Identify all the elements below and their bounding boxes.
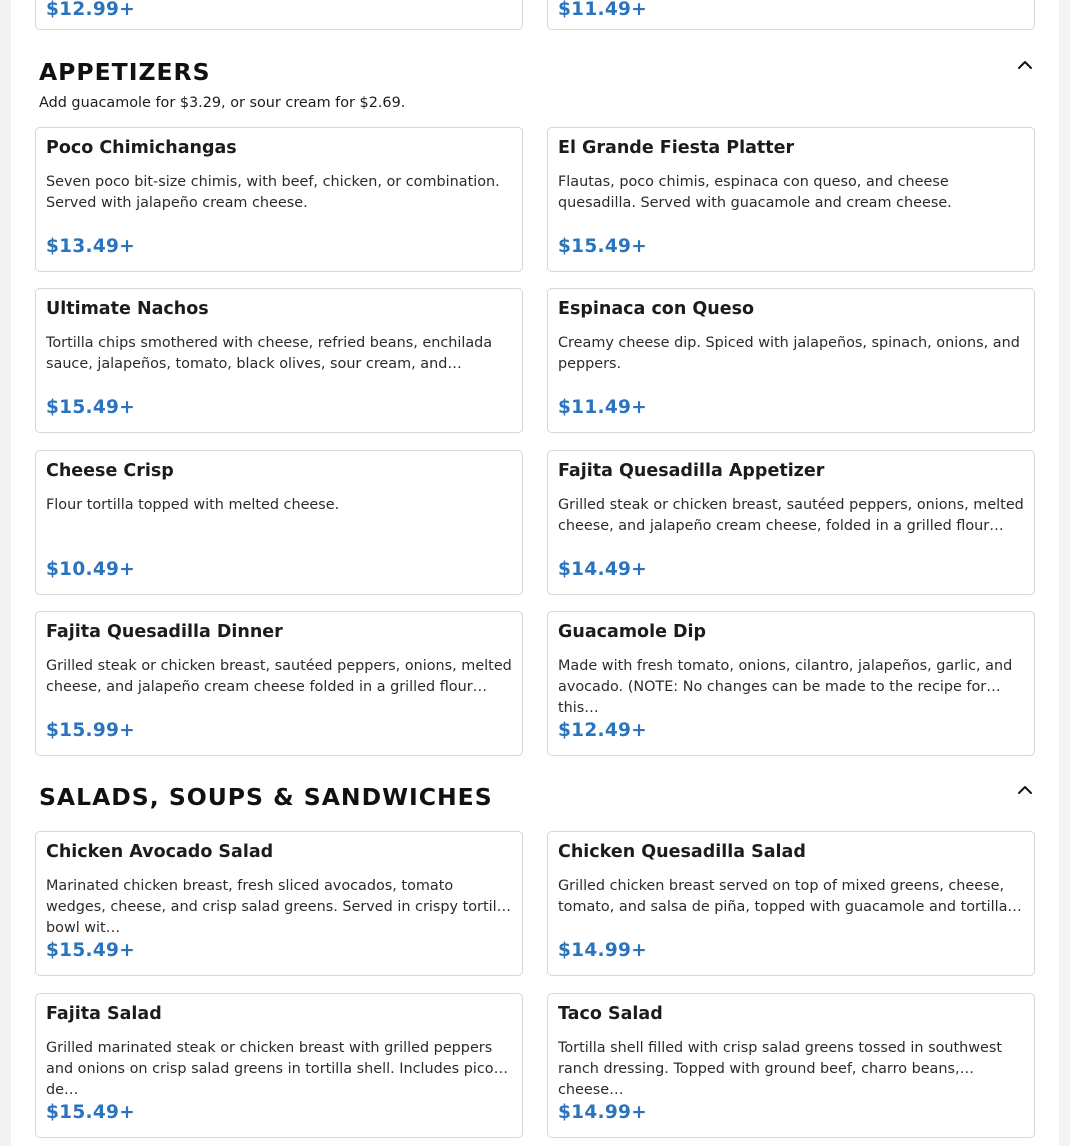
item-description: Flautas, poco chimis, espinaca con queso, and cheese quesadilla. Served with guacamole and cream cheese. — [558, 174, 952, 211]
item-name: Chicken Quesadilla Salad — [558, 842, 806, 862]
menu-item-card[interactable] — [547, 993, 1035, 1138]
item-price: $15.49+ — [558, 236, 647, 257]
item-description: Grilled steak or chicken breast, sautéed peppers, onions, melted cheese, and jalapeño cream cheese, folded in a grilled flour… — [558, 497, 1024, 534]
item-name: Cheese Crisp — [46, 461, 174, 481]
item-price: $11.49+ — [558, 397, 647, 418]
menu-page — [11, 0, 1059, 1146]
item-description: Grilled marinated steak or chicken breast with grilled peppers and onions on crisp salad greens in tortilla shell. Includes pico de… — [46, 1040, 494, 1098]
item-name: Ultimate Nachos — [46, 299, 209, 319]
item-price: $15.49+ — [46, 1102, 135, 1123]
item-description: Seven poco bit-size chimis, with beef, chicken, or combination. Served with jalapeño cream cheese. — [46, 174, 500, 211]
menu-item-card[interactable] — [547, 611, 1035, 756]
item-description: Marinated chicken breast, fresh sliced avocados, tomato wedges, cheese, and crisp salad greens. Served in crispy tortilla bowl wit… — [46, 878, 510, 936]
menu-item-card[interactable] — [547, 0, 1035, 30]
section-title-appetizers: APPETIZERS — [39, 58, 211, 86]
item-description: Tortilla chips smothered with cheese, refried beans, enchilada sauce, jalapeños, tomato, black olives, sour cream, and… — [46, 335, 493, 372]
menu-item-card[interactable] — [35, 450, 523, 595]
chevron-up-icon[interactable] — [1016, 781, 1034, 799]
item-name: Espinaca con Queso — [558, 299, 755, 319]
item-description: Grilled chicken breast served on top of mixed greens, cheese, tomato, and salsa de piña, topped with guacamole and tortilla… — [558, 878, 1022, 915]
menu-item-card[interactable] — [35, 611, 523, 756]
item-price: $13.49+ — [46, 236, 135, 257]
item-price: $10.49+ — [46, 559, 135, 580]
menu-item-card[interactable] — [547, 127, 1035, 272]
item-price: $15.49+ — [46, 397, 135, 418]
item-description: Flour tortilla topped with melted cheese. — [46, 497, 340, 513]
item-name: Poco Chimichangas — [46, 138, 237, 158]
menu-item-card[interactable] — [547, 831, 1035, 976]
menu-item-card[interactable] — [35, 288, 523, 433]
item-price: $14.99+ — [558, 1102, 647, 1123]
item-price: $11.49+ — [558, 0, 647, 20]
menu-item-card[interactable] — [35, 831, 523, 976]
item-price: $12.49+ — [558, 720, 647, 741]
item-name: El Grande Fiesta Platter — [558, 138, 795, 158]
menu-item-card[interactable] — [547, 288, 1035, 433]
item-name: Fajita Salad — [46, 1004, 162, 1024]
item-description: Made with fresh tomato, onions, cilantro, jalapeños, garlic, and avocado. (NOTE: No changes can be made to the recipe for this… — [558, 658, 1013, 716]
item-name: Taco Salad — [558, 1004, 663, 1024]
section-note: Add guacamole for $3.29, or sour cream for $2.69. — [39, 95, 406, 111]
item-name: Chicken Avocado Salad — [46, 842, 274, 862]
item-name: Fajita Quesadilla Appetizer — [558, 461, 825, 481]
item-name: Fajita Quesadilla Dinner — [46, 622, 283, 642]
section-title-salads: SALADS, SOUPS & SANDWICHES — [39, 783, 493, 811]
menu-item-card[interactable] — [35, 993, 523, 1138]
menu-item-card[interactable] — [547, 450, 1035, 595]
chevron-up-icon[interactable] — [1016, 56, 1034, 74]
menu-item-card[interactable] — [35, 127, 523, 272]
item-description: Grilled steak or chicken breast, sautéed peppers, onions, melted cheese, and jalapeño cream cheese folded in a grilled flour… — [46, 658, 512, 695]
item-price: $14.49+ — [558, 559, 647, 580]
item-description: Tortilla shell filled with crisp salad greens tossed in southwest ranch dressing. Topped with ground beef, charro beans, cheese… — [558, 1040, 1003, 1098]
item-name: Guacamole Dip — [558, 622, 707, 642]
item-price: $12.99+ — [46, 0, 135, 20]
item-price: $14.99+ — [558, 940, 647, 961]
item-description: Creamy cheese dip. Spiced with jalapeños, spinach, onions, and peppers. — [558, 335, 1020, 372]
menu-item-card[interactable] — [35, 0, 523, 30]
item-price: $15.99+ — [46, 720, 135, 741]
item-price: $15.49+ — [46, 940, 135, 961]
